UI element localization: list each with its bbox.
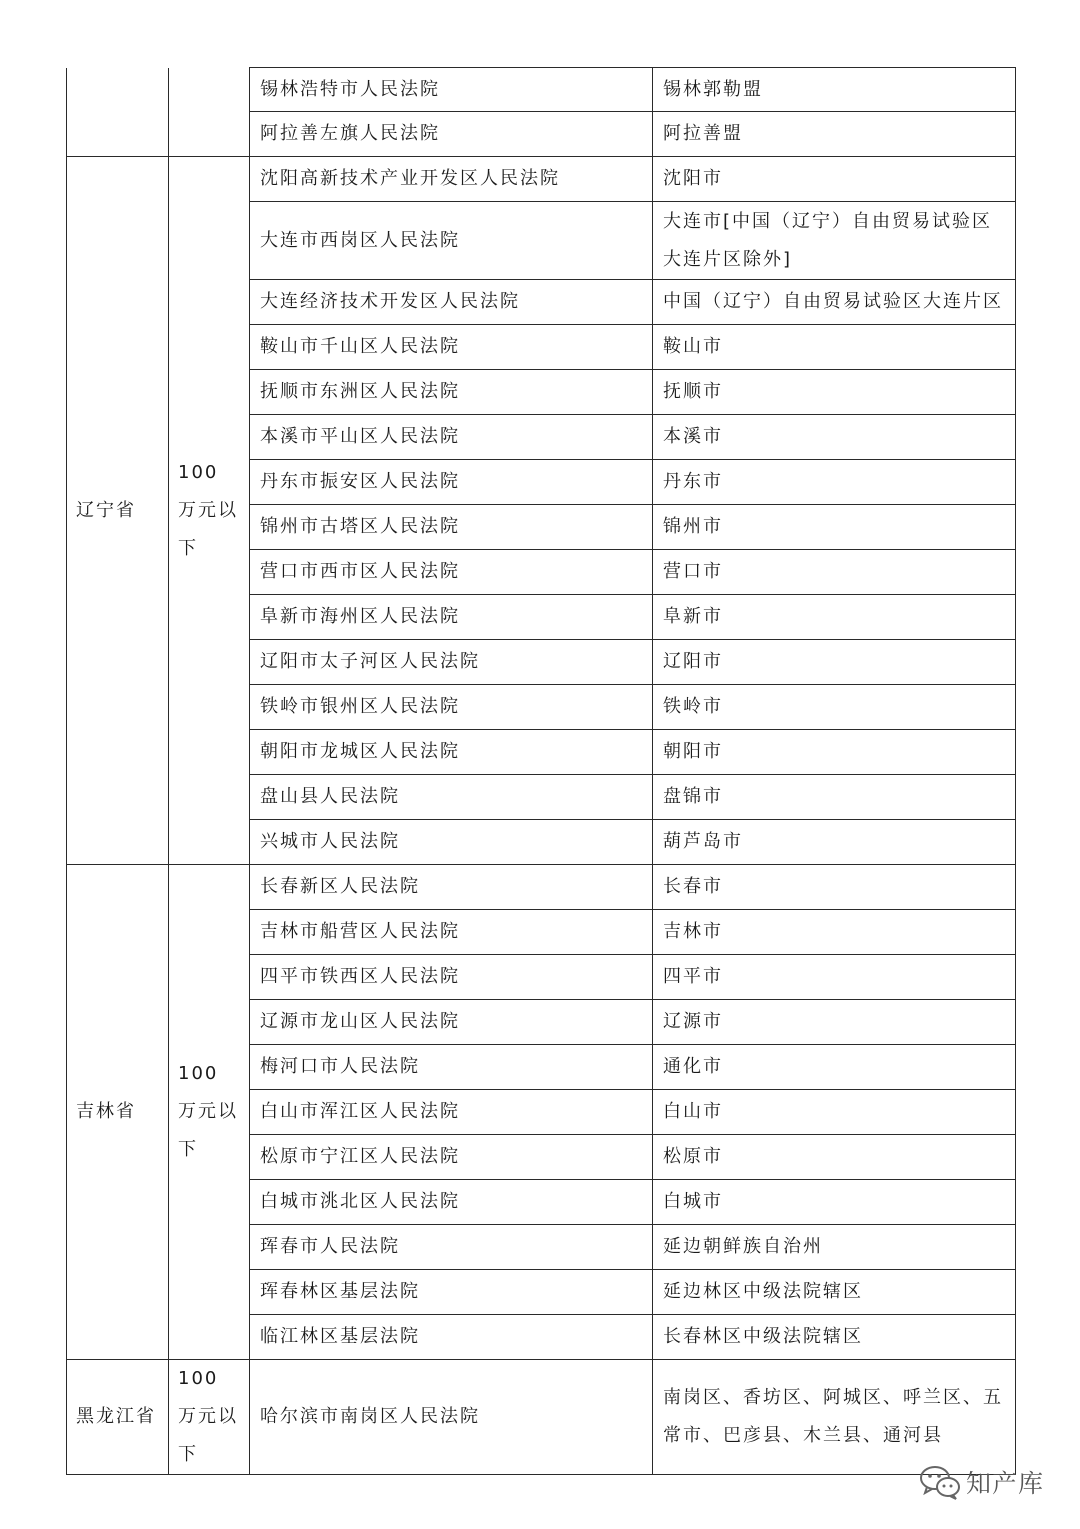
court-name-cell: 哈尔滨市南岗区人民法院	[250, 1360, 653, 1475]
court-name-cell: 珲春林区基层法院	[250, 1270, 653, 1315]
jurisdiction-region-cell: 长春林区中级法院辖区	[653, 1315, 1016, 1360]
jurisdiction-region-cell: 辽阳市	[653, 640, 1016, 685]
jurisdiction-region-cell: 大连市[中国（辽宁）自由贸易试验区大连片区除外]	[653, 202, 1016, 280]
jurisdiction-region-cell: 白城市	[653, 1180, 1016, 1225]
court-name-cell: 本溪市平山区人民法院	[250, 415, 653, 460]
court-name-cell: 辽源市龙山区人民法院	[250, 1000, 653, 1045]
court-name-cell: 珲春市人民法院	[250, 1225, 653, 1270]
court-name-cell: 辽阳市太子河区人民法院	[250, 640, 653, 685]
court-name-cell: 沈阳高新技术产业开发区人民法院	[250, 157, 653, 202]
jurisdiction-region-cell: 白山市	[653, 1090, 1016, 1135]
court-name-cell: 阜新市海州区人民法院	[250, 595, 653, 640]
jurisdiction-region-cell: 盘锦市	[653, 775, 1016, 820]
court-name-cell: 抚顺市东洲区人民法院	[250, 370, 653, 415]
court-name-cell: 盘山县人民法院	[250, 775, 653, 820]
court-name-cell: 临江林区基层法院	[250, 1315, 653, 1360]
court-name-cell: 长春新区人民法院	[250, 865, 653, 910]
jurisdiction-region-cell: 延边朝鲜族自治州	[653, 1225, 1016, 1270]
jurisdiction-region-cell: 沈阳市	[653, 157, 1016, 202]
court-name-cell: 白城市洮北区人民法院	[250, 1180, 653, 1225]
jurisdiction-region-cell: 松原市	[653, 1135, 1016, 1180]
amount-limit-cell: 100 万元以下	[169, 157, 250, 865]
watermark	[918, 1462, 1044, 1502]
court-name-cell: 吉林市船营区人民法院	[250, 910, 653, 955]
court-name-cell: 大连市西岗区人民法院	[250, 202, 653, 280]
amount-limit-cell: 100 万元以下	[169, 865, 250, 1360]
jurisdiction-region-cell: 朝阳市	[653, 730, 1016, 775]
court-name-cell: 丹东市振安区人民法院	[250, 460, 653, 505]
court-name-cell: 松原市宁江区人民法院	[250, 1135, 653, 1180]
court-name-cell: 朝阳市龙城区人民法院	[250, 730, 653, 775]
court-name-cell: 营口市西市区人民法院	[250, 550, 653, 595]
jurisdiction-region-cell: 锡林郭勒盟	[653, 68, 1016, 112]
jurisdiction-region-cell: 四平市	[653, 955, 1016, 1000]
jurisdiction-region-cell: 吉林市	[653, 910, 1016, 955]
court-name-cell: 梅河口市人民法院	[250, 1045, 653, 1090]
court-name-cell: 锡林浩特市人民法院	[250, 68, 653, 112]
jurisdiction-region-cell: 鞍山市	[653, 325, 1016, 370]
court-jurisdiction-table	[66, 67, 1016, 1475]
court-name-cell: 锦州市古塔区人民法院	[250, 505, 653, 550]
jurisdiction-region-cell: 通化市	[653, 1045, 1016, 1090]
amount-limit-cell: 100 万元以下	[169, 1360, 250, 1475]
jurisdiction-region-cell: 辽源市	[653, 1000, 1016, 1045]
province-cell: 吉林省	[67, 865, 169, 1360]
jurisdiction-region-cell: 延边林区中级法院辖区	[653, 1270, 1016, 1315]
jurisdiction-region-cell: 葫芦岛市	[653, 820, 1016, 865]
court-name-cell: 兴城市人民法院	[250, 820, 653, 865]
court-name-cell: 阿拉善左旗人民法院	[250, 112, 653, 157]
court-name-cell: 鞍山市千山区人民法院	[250, 325, 653, 370]
jurisdiction-region-cell: 锦州市	[653, 505, 1016, 550]
court-name-cell: 铁岭市银州区人民法院	[250, 685, 653, 730]
table-row	[67, 1360, 1016, 1475]
amount-limit-cell	[169, 68, 250, 157]
province-cell: 辽宁省	[67, 157, 169, 865]
jurisdiction-region-cell: 本溪市	[653, 415, 1016, 460]
table-row	[67, 157, 1016, 202]
jurisdiction-region-cell: 营口市	[653, 550, 1016, 595]
jurisdiction-region-cell: 阜新市	[653, 595, 1016, 640]
jurisdiction-region-cell: 丹东市	[653, 460, 1016, 505]
table-row	[67, 68, 1016, 112]
table-body	[67, 68, 1016, 1475]
court-name-cell: 大连经济技术开发区人民法院	[250, 280, 653, 325]
jurisdiction-region-cell: 铁岭市	[653, 685, 1016, 730]
jurisdiction-region-cell: 长春市	[653, 865, 1016, 910]
court-name-cell: 白山市浑江区人民法院	[250, 1090, 653, 1135]
province-cell	[67, 68, 169, 157]
wechat-icon	[918, 1462, 962, 1502]
jurisdiction-region-cell: 抚顺市	[653, 370, 1016, 415]
jurisdiction-region-cell: 中国（辽宁）自由贸易试验区大连片区	[653, 280, 1016, 325]
jurisdiction-region-cell: 阿拉善盟	[653, 112, 1016, 157]
table-row	[67, 865, 1016, 910]
watermark-text: 知产库	[966, 1469, 1045, 1498]
court-name-cell: 四平市铁西区人民法院	[250, 955, 653, 1000]
province-cell: 黑龙江省	[67, 1360, 169, 1475]
jurisdiction-region-cell: 南岗区、香坊区、阿城区、呼兰区、五常市、巴彦县、木兰县、通河县	[653, 1360, 1016, 1475]
